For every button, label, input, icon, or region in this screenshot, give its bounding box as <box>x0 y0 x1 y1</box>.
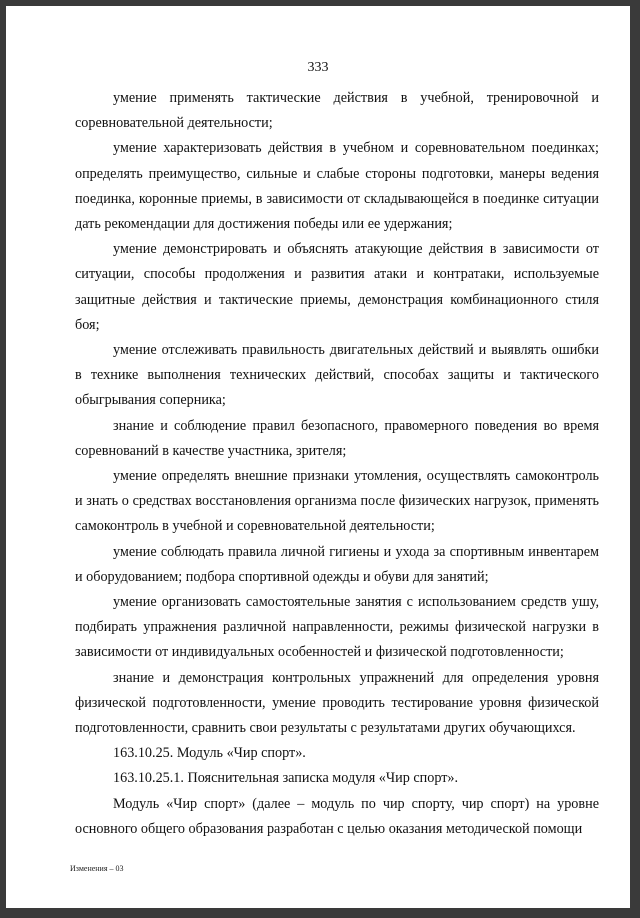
paragraph: знание и демонстрация контрольных упражнений для определения уровня физической подготовленности, умение проводить тестирование уровня физической подготовленности, сравнить свои результаты с результатами других обучающихся. <box>75 669 599 737</box>
paragraph: умение соблюдать правила личной гигиены и ухода за спортивным инвентарем и оборудованием; подбора спортивной одежды и обуви для занятий; <box>75 543 599 585</box>
paragraph: знание и соблюдение правил безопасного, правомерного поведения во время соревнований в качестве участника, зрителя; <box>75 417 599 459</box>
paragraph: Модуль «Чир спорт» (далее – модуль по чир спорту, чир спорт) на уровне основного общего образования разработан с целью оказания методической помощи <box>75 795 599 837</box>
page-number: 333 <box>307 60 329 75</box>
paragraph: умение отслеживать правильность двигательных действий и выявлять ошибки в технике выполнения технических действий, способах защиты и тактического обыгрывания соперника; <box>75 342 599 409</box>
document-body <box>75 86 599 842</box>
footer-note: Изменения – 03 <box>70 864 124 873</box>
paragraph: умение организовать самостоятельные занятия с использованием средств ушу, подбирать упражнения различной направленности, режимы физической нагрузки в зависимости от индивидуальных особенностей и физической подготовленности; <box>75 594 599 661</box>
section-heading: 163.10.25.1. Пояснительная записка модуля «Чир спорт». <box>113 770 459 787</box>
paragraph: умение определять внешние признаки утомления, осуществлять самоконтроль и знать о средствах восстановления организма после физических нагрузок, применять самоконтроль в учебной и соревновательной деятельности; <box>75 468 599 535</box>
section-heading: 163.10.25. Модуль «Чир спорт». <box>113 745 306 762</box>
paragraph: умение применять тактические действия в учебной, тренировочной и соревновательной деятельности; <box>75 90 599 132</box>
document-page <box>6 6 630 908</box>
paragraph: умение демонстрировать и объяснять атакующие действия в зависимости от ситуации, способы продолжения и развития атаки и контратаки, используемые защитные действия и тактические приемы, демонстрация комбинационного стиля боя; <box>75 241 599 333</box>
paragraph: умение характеризовать действия в учебном и соревновательном поединках; определять преимущество, сильные и слабые стороны подготовки, манеры ведения поединка, коронные приемы, в зависимости от складывающейся в поединке ситуации дать рекомендации для достижения победы или ее удержания; <box>75 140 599 233</box>
